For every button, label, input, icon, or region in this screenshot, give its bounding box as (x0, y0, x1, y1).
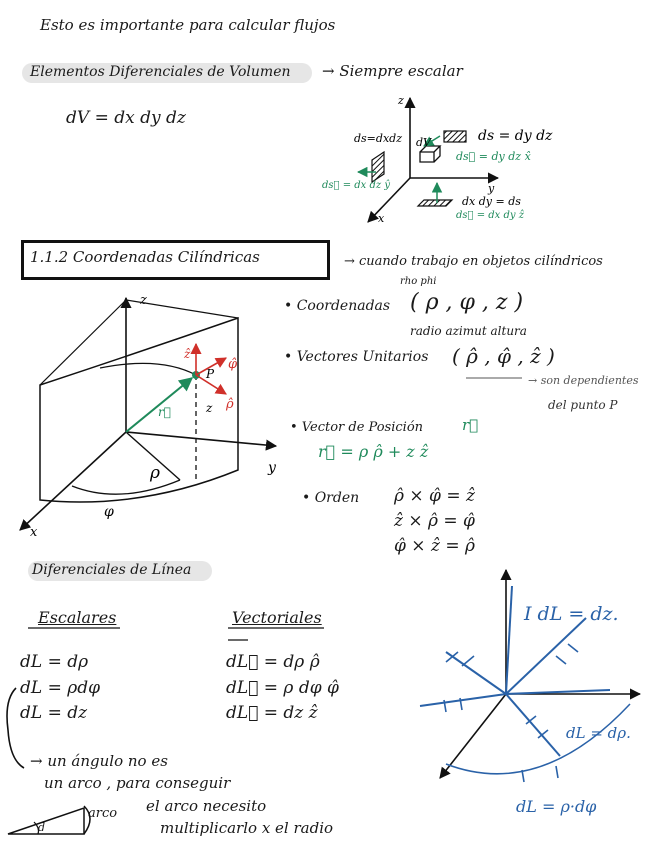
esc-line-1: dL = dρ (20, 652, 89, 672)
dependent-note-2: del punto P (548, 398, 618, 412)
cylinder-figure (20, 293, 277, 540)
dV-label: dV (416, 136, 431, 149)
vec-line-1: dL⃗ = dρ ρ̂ (226, 652, 320, 672)
position-eq: r⃗ = ρ ρ̂ + z ẑ (318, 442, 429, 461)
ds-right: ds = dy dz (478, 128, 553, 144)
escalares-title: Escalares (38, 608, 117, 627)
line-diff-figure (420, 570, 640, 816)
vec-line-3: dL⃗ = dz ẑ (226, 703, 318, 723)
escalares-bracket (7, 628, 324, 768)
note-line-3: el arco necesito (146, 797, 267, 815)
line-header: Diferenciales de Línea (32, 562, 192, 578)
coords-names: radio azimut altura (410, 324, 527, 338)
angle-triangle (8, 806, 90, 834)
cyl-phihat: φ̂ (228, 357, 238, 372)
order-line-2: ẑ × ρ̂ = φ̂ (394, 511, 475, 531)
cyl-note: → cuando trabajo en objetos cilíndricos (344, 254, 603, 269)
cyl-rhohat: ρ̂ (226, 397, 234, 412)
cyl-rho: ρ (150, 463, 160, 483)
blue-dl-rhodphi: dL = ρ·dφ (516, 797, 597, 816)
vol-z-label: z (398, 94, 404, 107)
esc-line-2: dL = ρdφ (20, 678, 101, 698)
vol-header: Elementos Diferenciales de Volumen (30, 64, 291, 80)
blue-dl-dz: I dL = dz. (524, 603, 619, 625)
blue-dl-drho: dL = dρ. (566, 724, 631, 742)
volume-element-figure (322, 94, 553, 225)
ds-left-vec: ds⃗ = dx dz ŷ (322, 180, 390, 191)
dv-formula: dV = dx dy dz (66, 108, 186, 128)
cyl-zc: z (206, 401, 213, 415)
note-line-1: → un ángulo no es (30, 752, 168, 770)
cyl-phi: φ (104, 504, 114, 520)
vol-y-label: y (488, 182, 495, 195)
vol-x-label: x (378, 212, 385, 225)
cyl-x-axis: x (30, 525, 38, 540)
note-line-4: multiplicarlo x el radio (160, 819, 334, 837)
rho-phi-small: rho phi (400, 276, 437, 287)
cyl-z-axis: z (140, 293, 147, 308)
cyl-r: r⃗ (158, 405, 171, 419)
ds-bottom-vec: ds⃗ = dx dy ẑ (456, 210, 524, 221)
position-label: • Vector de Posición (290, 420, 424, 435)
unit-vectors: ( ρ̂ , φ̂ , ẑ ) (452, 344, 555, 368)
angle-d-label: d (38, 821, 46, 834)
esc-line-3: dL = dz (20, 703, 88, 723)
coords-tuple: ( ρ , φ , z ) (410, 290, 524, 315)
section-title: 1.1.2 Coordenadas Cilíndricas (30, 248, 260, 266)
order-line-3: φ̂ × ẑ = ρ̂ (394, 536, 475, 556)
dependent-note: → son dependientes (528, 374, 639, 387)
intro-text: Esto es importante para calcular flujos (40, 16, 336, 34)
cyl-P: P (206, 367, 215, 381)
ds-left: ds=dxdz (354, 132, 402, 145)
position-r: r⃗ (462, 416, 479, 434)
cyl-zhat: ẑ (184, 347, 191, 361)
coords-label: • Coordenadas (284, 298, 391, 314)
note-line-2: un arco , para conseguir (44, 774, 231, 792)
order-label: • Orden (302, 490, 360, 506)
order-line-1: ρ̂ × φ̂ = ẑ (394, 486, 475, 506)
ds-right-vec: ds⃗ = dy dz x̂ (456, 150, 531, 163)
cyl-y-axis: y (268, 460, 276, 476)
vectoriales-title: Vectoriales (232, 608, 322, 627)
arco-label: arco (88, 806, 118, 821)
ds-bottom: dx dy = ds (462, 195, 521, 208)
vol-arrow-note: → Siempre escalar (322, 62, 463, 80)
unit-vectors-label: • Vectores Unitarios (284, 349, 429, 365)
vec-line-2: dL⃗ = ρ dφ φ̂ (226, 678, 339, 698)
